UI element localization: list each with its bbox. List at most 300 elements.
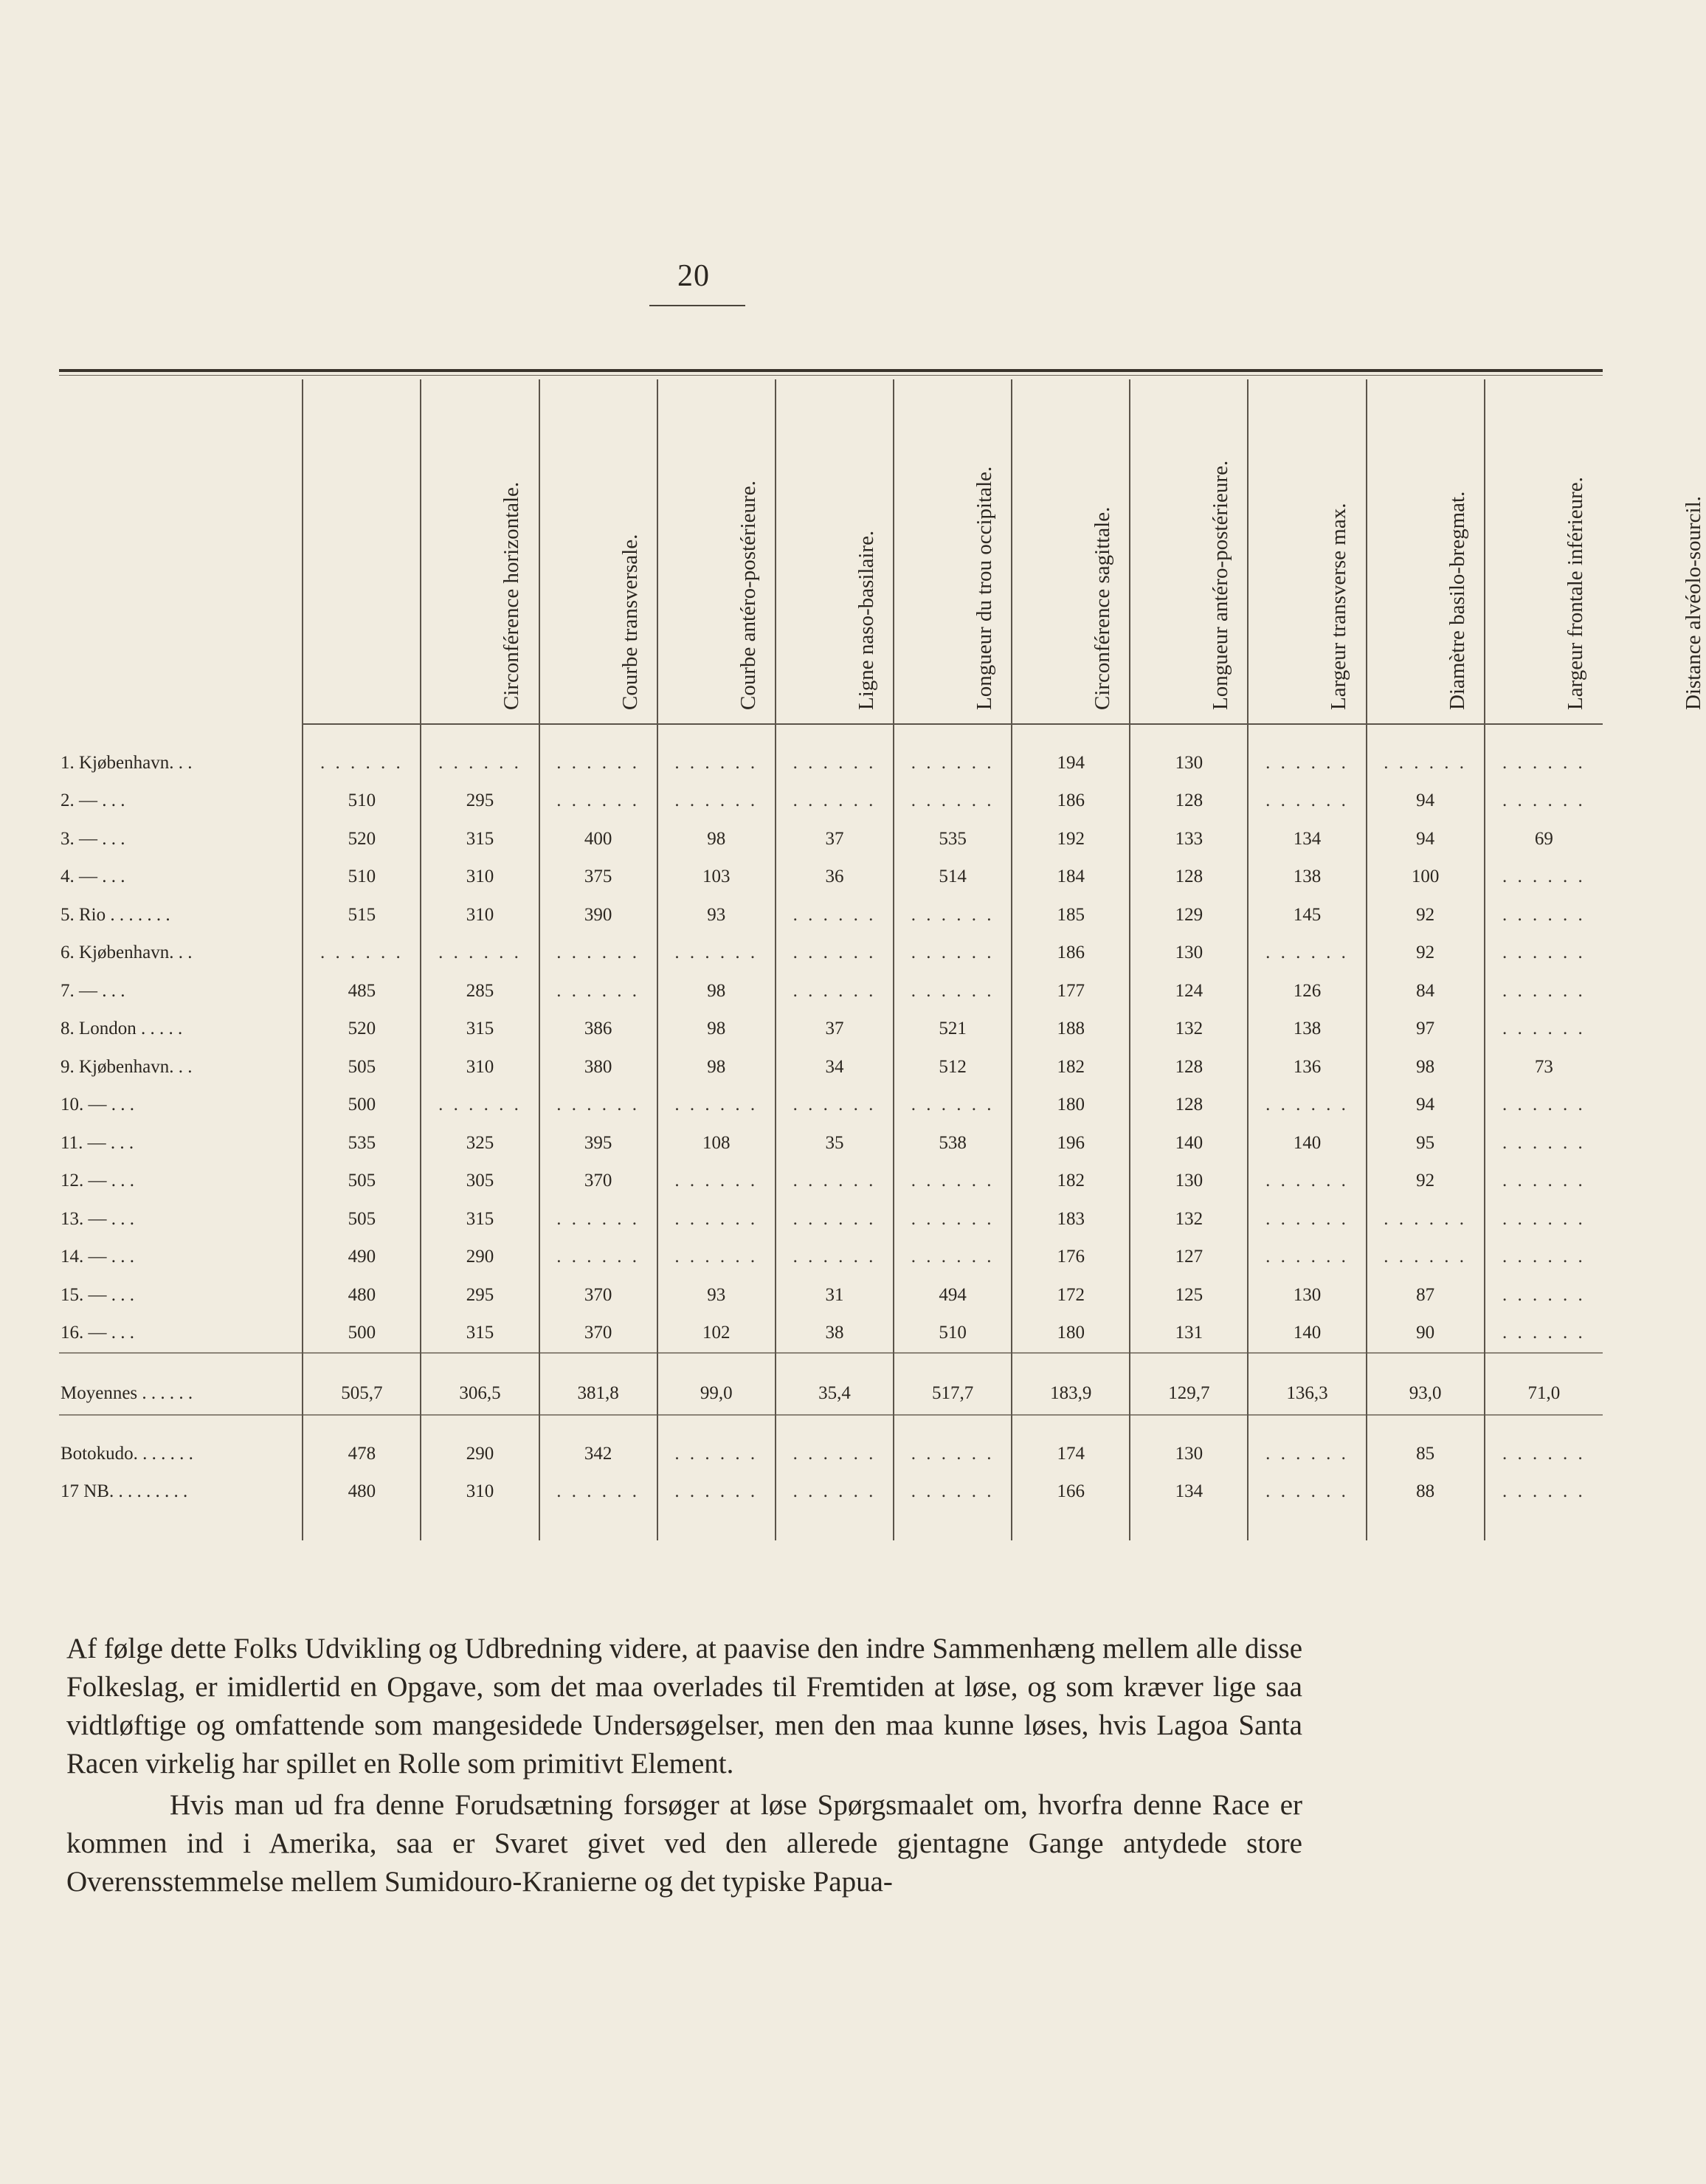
page-number: 20 [677,259,710,293]
table-cell: 390 [539,896,657,934]
table-cell: 290 [421,1435,539,1473]
table-cell: 521 [894,1010,1012,1049]
spacer-cell [1485,724,1603,744]
means-row [59,1373,1603,1415]
table-cell: 93,0 [1367,1373,1485,1415]
empty-cell-dots: . . . . . . [1485,782,1603,821]
table-cell: 176 [1012,1239,1130,1277]
table-cell: 133 [1130,820,1248,858]
table-cell: 505 [303,1048,421,1086]
table-cell: 134 [1130,1473,1248,1512]
table-cell: 514 [894,858,1012,897]
table-cell: 132 [1130,1010,1248,1049]
empty-cell-dots: . . . . . . [539,782,657,821]
table-cell: 84 [1367,972,1485,1010]
empty-cell-dots: . . . . . . [1367,744,1485,782]
table-cell: 480 [303,1276,421,1315]
empty-cell-dots: . . . . . . [657,1162,776,1201]
table-cell: 180 [1012,1086,1130,1125]
empty-cell-dots: . . . . . . [1485,1124,1603,1162]
row-label: 8. London . . . . . [61,1019,183,1039]
spacer-cell [1012,1415,1130,1435]
empty-cell-dots: . . . . . . [1485,1239,1603,1277]
table-row [59,1086,1603,1125]
table-cell: 166 [1012,1473,1130,1512]
spacer-cell [776,1415,894,1435]
empty-cell-dots: . . . . . . [1248,744,1366,782]
table-cell: 186 [1012,934,1130,973]
column-header: Courbe transversale. [421,379,539,724]
table-cell: 538 [894,1124,1012,1162]
table-cell: 182 [1012,1048,1130,1086]
table-row [59,858,1603,897]
table-cell: 35,4 [776,1373,894,1415]
empty-cell-dots: . . . . . . [894,1086,1012,1125]
table-cell: 103 [657,858,776,897]
empty-cell-dots: . . . . . . [421,934,539,973]
table-cell: 131 [1130,1315,1248,1354]
table-row [59,1200,1603,1239]
table-cell: 370 [539,1276,657,1315]
empty-cell-dots: . . . . . . [1248,782,1366,821]
empty-cell-dots: . . . . . . [303,934,421,973]
table-cell: 94 [1367,1086,1485,1125]
spacer-row [59,1353,1603,1373]
spacer-cell [657,1353,776,1373]
table-cell: 94 [1367,820,1485,858]
empty-cell-dots: . . . . . . [1248,1200,1366,1239]
table-cell: 315 [421,1315,539,1354]
row-label: 10. — . . . [61,1095,134,1115]
table-cell: 37 [776,820,894,858]
row-label: 5. Rio . . . . . . . [61,904,170,925]
table-cell: 93 [657,1276,776,1315]
empty-cell-dots: . . . . . . [539,1200,657,1239]
table-row [59,896,1603,934]
table-cell: 128 [1130,1048,1248,1086]
tail-row [59,1511,1603,1540]
table-cell: 130 [1130,744,1248,782]
row-label: 1. Kjøbenhavn. . . [61,752,193,773]
empty-cell-dots: . . . . . . [894,1200,1012,1239]
table-row [59,1239,1603,1277]
table-cell: 183 [1012,1200,1130,1239]
table-cell: 128 [1130,858,1248,897]
empty-cell-dots: . . . . . . [539,972,657,1010]
empty-cell-dots: . . . . . . [776,744,894,782]
row-label: 16. — . . . [61,1323,134,1343]
spacer-cell [539,1353,657,1373]
table-cell: 512 [894,1048,1012,1086]
table-cell: 500 [303,1086,421,1125]
table-cell: 183,9 [1012,1373,1130,1415]
table-cell: 172 [1012,1276,1130,1315]
row-label: 6. Kjøbenhavn. . . [61,943,193,963]
table-cell: 36 [776,858,894,897]
table-cell: 315 [421,1010,539,1049]
table-cell: 485 [303,972,421,1010]
empty-cell-dots: . . . . . . [1248,1473,1366,1512]
spacer-cell [1130,724,1248,744]
table-cell: 88 [1367,1473,1485,1512]
table-cell: 38 [776,1315,894,1354]
spacer-cell [59,1511,303,1540]
spacer-cell [1367,1415,1485,1435]
empty-cell-dots: . . . . . . [1485,1315,1603,1354]
empty-cell-dots: . . . . . . [421,744,539,782]
table-cell: 500 [303,1315,421,1354]
spacer-cell [303,1415,421,1435]
table-cell: 535 [303,1124,421,1162]
empty-cell-dots: . . . . . . [776,1435,894,1473]
table-cell: 490 [303,1239,421,1277]
table-cell: 127 [1130,1239,1248,1277]
empty-cell-dots: . . . . . . [657,1239,776,1277]
table-cell: 342 [539,1435,657,1473]
table-cell: 98 [657,820,776,858]
table-cell: 140 [1248,1315,1366,1354]
table-cell: 130 [1130,1162,1248,1201]
table-cell: 98 [1367,1048,1485,1086]
spacer-row [59,724,1603,744]
empty-cell-dots: . . . . . . [303,744,421,782]
table-cell: 71,0 [1485,1373,1603,1415]
column-header: Ligne naso-basilaire. [657,379,776,724]
table-row [59,1010,1603,1049]
spacer-cell [1367,1353,1485,1373]
empty-cell-dots: . . . . . . [894,1435,1012,1473]
empty-cell-dots: . . . . . . [894,782,1012,821]
table-cell: 315 [421,820,539,858]
table-cell: 310 [421,896,539,934]
table-cell: 85 [1367,1435,1485,1473]
empty-cell-dots: . . . . . . [539,744,657,782]
row-label: 13. — . . . [61,1208,134,1229]
table-row [59,744,1603,782]
column-header: Distance alvéolo-sourcil. [1485,379,1603,724]
row-label: 7. — . . . [61,980,125,1001]
table-cell: 98 [657,1010,776,1049]
row-label: 2. — . . . [61,790,125,811]
row-label: 4. — . . . [61,867,125,887]
spacer-cell [303,1511,421,1540]
column-header: Circonférence sagittale. [894,379,1012,724]
table-row [59,1124,1603,1162]
spacer-cell [776,1511,894,1540]
table-cell: 37 [776,1010,894,1049]
empty-cell-dots: . . . . . . [1485,1010,1603,1049]
table-cell: 380 [539,1048,657,1086]
table-cell: 381,8 [539,1373,657,1415]
spacer-cell [421,1353,539,1373]
empty-cell-dots: . . . . . . [1485,1473,1603,1512]
table-cell: 196 [1012,1124,1130,1162]
empty-cell-dots: . . . . . . [1485,858,1603,897]
column-header: Courbe antéro-postérieure. [539,379,657,724]
spacer-cell [303,724,421,744]
table-cell: 100 [1367,858,1485,897]
table-cell: 375 [539,858,657,897]
table-cell: 400 [539,820,657,858]
spacer-cell [894,724,1012,744]
table-cell: 35 [776,1124,894,1162]
column-header: Longueur antéro-postérieure. [1012,379,1130,724]
row-label: 14. — . . . [61,1247,134,1267]
spacer-cell [1485,1511,1603,1540]
empty-cell-dots: . . . . . . [776,1162,894,1201]
table-cell: 517,7 [894,1373,1012,1415]
spacer-cell [1130,1353,1248,1373]
empty-cell-dots: . . . . . . [1485,972,1603,1010]
table-body [59,724,1603,1540]
empty-cell-dots: . . . . . . [1485,1086,1603,1125]
table-cell: 505,7 [303,1373,421,1415]
table-cell: 180 [1012,1315,1130,1354]
empty-cell-dots: . . . . . . [776,934,894,973]
spacer-cell [1485,1415,1603,1435]
table-cell: 177 [1012,972,1130,1010]
table-cell: 478 [303,1435,421,1473]
spacer-cell [1012,1511,1130,1540]
table-cell: 130 [1248,1276,1366,1315]
table-cell: 92 [1367,934,1485,973]
spacer-cell [303,1353,421,1373]
table-cell: 126 [1248,972,1366,1010]
table-cell: 97 [1367,1010,1485,1049]
table-cell: 194 [1012,744,1130,782]
table-cell: 34 [776,1048,894,1086]
empty-cell-dots: . . . . . . [1367,1239,1485,1277]
table-cell: 102 [657,1315,776,1354]
spacer-cell [1130,1511,1248,1540]
spacer-cell [894,1415,1012,1435]
table-cell: 138 [1248,858,1366,897]
row-label: Botokudo. . . . . . . [61,1443,193,1464]
spacer-cell [894,1353,1012,1373]
table-row [59,1473,1603,1512]
table-cell: 31 [776,1276,894,1315]
empty-cell-dots: . . . . . . [776,1239,894,1277]
empty-cell-dots: . . . . . . [894,972,1012,1010]
row-label: Moyennes . . . . . . [61,1383,193,1403]
empty-cell-dots: . . . . . . [894,1473,1012,1512]
empty-cell-dots: . . . . . . [1248,1435,1366,1473]
spacer-cell [539,1415,657,1435]
row-label: 12. — . . . [61,1171,134,1191]
empty-cell-dots: . . . . . . [776,1200,894,1239]
table-cell: 310 [421,1473,539,1512]
spacer-cell [776,1353,894,1373]
spacer-cell [894,1511,1012,1540]
table-top-rule-thin [59,375,1603,376]
table-cell: 494 [894,1276,1012,1315]
table-row [59,934,1603,973]
empty-cell-dots: . . . . . . [657,1200,776,1239]
table-cell: 134 [1248,820,1366,858]
spacer-cell [1248,1415,1366,1435]
table-cell: 188 [1012,1010,1130,1049]
table-cell: 69 [1485,820,1603,858]
empty-cell-dots: . . . . . . [657,744,776,782]
page-number-underline [649,305,745,306]
table-cell: 136,3 [1248,1373,1366,1415]
empty-cell-dots: . . . . . . [894,896,1012,934]
table-cell: 145 [1248,896,1366,934]
table-cell: 192 [1012,820,1130,858]
table-cell: 92 [1367,1162,1485,1201]
spacer-cell [59,724,303,744]
empty-cell-dots: . . . . . . [776,782,894,821]
empty-cell-dots: . . . . . . [539,1239,657,1277]
table-cell: 98 [657,972,776,1010]
table-cell: 140 [1130,1124,1248,1162]
table-cell: 185 [1012,896,1130,934]
table-cell: 87 [1367,1276,1485,1315]
table-cell: 99,0 [657,1373,776,1415]
empty-cell-dots: . . . . . . [1248,1162,1366,1201]
table-row [59,1315,1603,1354]
row-label: 3. — . . . [61,828,125,849]
row-label: 9. Kjøbenhavn. . . [61,1056,193,1077]
spacer-cell [1367,1511,1485,1540]
table-cell: 128 [1130,782,1248,821]
spacer-cell [1012,1353,1130,1373]
empty-cell-dots: . . . . . . [1485,1435,1603,1473]
table-cell: 305 [421,1162,539,1201]
table-cell: 520 [303,820,421,858]
table-cell: 73 [1485,1048,1603,1086]
table-cell: 315 [421,1200,539,1239]
table-top-rule [59,369,1603,372]
table-cell: 138 [1248,1010,1366,1049]
table-cell: 310 [421,1048,539,1086]
table-cell: 515 [303,896,421,934]
table-cell: 182 [1012,1162,1130,1201]
table-cell: 505 [303,1200,421,1239]
table-cell: 285 [421,972,539,1010]
spacer-cell [421,724,539,744]
table-cell: 370 [539,1315,657,1354]
table-cell: 140 [1248,1124,1366,1162]
empty-cell-dots: . . . . . . [1248,1086,1366,1125]
spacer-cell [1367,724,1485,744]
column-header: Largeur frontale inférieure. [1367,379,1485,724]
table-cell: 520 [303,1010,421,1049]
empty-cell-dots: . . . . . . [539,934,657,973]
table-cell: 94 [1367,782,1485,821]
table-cell: 186 [1012,782,1130,821]
header-corner [59,379,303,724]
empty-cell-dots: . . . . . . [1485,1276,1603,1315]
table-cell: 535 [894,820,1012,858]
row-label: 11. — . . . [61,1132,134,1153]
spacer-cell [421,1511,539,1540]
empty-cell-dots: . . . . . . [894,934,1012,973]
table-cell: 124 [1130,972,1248,1010]
column-header: Circonférence horizontale. [303,379,421,724]
row-label: 17 NB. . . . . . . . . [61,1481,188,1502]
empty-cell-dots: . . . . . . [776,896,894,934]
empty-cell-dots: . . . . . . [1485,744,1603,782]
empty-cell-dots: . . . . . . [894,744,1012,782]
empty-cell-dots: . . . . . . [1485,896,1603,934]
spacer-cell [776,724,894,744]
table-cell: 132 [1130,1200,1248,1239]
table-cell: 295 [421,782,539,821]
table-cell: 136 [1248,1048,1366,1086]
spacer-cell [1130,1415,1248,1435]
table-row [59,972,1603,1010]
table-cell: 98 [657,1048,776,1086]
empty-cell-dots: . . . . . . [1485,934,1603,973]
body-text [66,1630,1302,1901]
spacer-cell [657,1511,776,1540]
spacer-cell [1248,724,1366,744]
table-row [59,1048,1603,1086]
spacer-cell [1248,1353,1366,1373]
spacer-cell [657,724,776,744]
spacer-cell [539,1511,657,1540]
empty-cell-dots: . . . . . . [657,782,776,821]
spacer-cell [657,1415,776,1435]
table-cell: 129,7 [1130,1373,1248,1415]
paragraph: Hvis man ud fra denne Forudsætning forsøger at løse Spørgsmaalet om, hvorfra denne Race er kommen ind i Amerika, saa er Svaret givet ved den allerede gjentagne Gange antydede store Overensstemmelse mellem Sumidouro-Kranierne og det typiske Papua- [66,1789,1302,1898]
spacer-cell [1248,1511,1366,1540]
table-cell: 93 [657,896,776,934]
spacer-row [59,1415,1603,1435]
table-cell: 306,5 [421,1373,539,1415]
empty-cell-dots: . . . . . . [1248,1239,1366,1277]
empty-cell-dots: . . . . . . [657,1086,776,1125]
empty-cell-dots: . . . . . . [1485,1200,1603,1239]
row-label: 15. — . . . [61,1284,134,1305]
table-cell: 130 [1130,934,1248,973]
table-row [59,820,1603,858]
spacer-cell [1485,1353,1603,1373]
empty-cell-dots: . . . . . . [776,1473,894,1512]
column-header: Diamètre basilo-bregmat. [1248,379,1366,724]
table-cell: 510 [303,858,421,897]
table-cell: 290 [421,1239,539,1277]
spacer-cell [1012,724,1130,744]
column-header: Longueur du trou occipitale. [776,379,894,724]
empty-cell-dots: . . . . . . [657,1473,776,1512]
empty-cell-dots: . . . . . . [776,972,894,1010]
spacer-cell [421,1415,539,1435]
empty-cell-dots: . . . . . . [657,934,776,973]
table-cell: 325 [421,1124,539,1162]
empty-cell-dots: . . . . . . [776,1086,894,1125]
empty-cell-dots: . . . . . . [421,1086,539,1125]
table-cell: 184 [1012,858,1130,897]
table-row [59,1162,1603,1201]
table-cell: 505 [303,1162,421,1201]
table-row [59,1276,1603,1315]
empty-cell-dots: . . . . . . [539,1086,657,1125]
table-cell: 130 [1130,1435,1248,1473]
empty-cell-dots: . . . . . . [657,1435,776,1473]
table-cell: 295 [421,1276,539,1315]
table-cell: 108 [657,1124,776,1162]
table-cell: 310 [421,858,539,897]
table-cell: 386 [539,1010,657,1049]
table-cell: 92 [1367,896,1485,934]
table-cell: 370 [539,1162,657,1201]
table-row [59,1435,1603,1473]
column-header: Largeur transverse max. [1130,379,1248,724]
empty-cell-dots: . . . . . . [894,1239,1012,1277]
table-cell: 510 [894,1315,1012,1354]
